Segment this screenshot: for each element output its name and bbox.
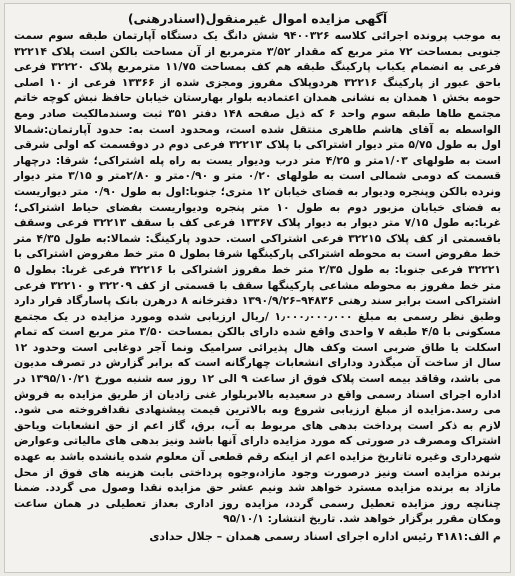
notice-page — [4, 3, 511, 573]
signature-line: م الف:۴۱۸۱ رئیس اداره اجرای اسناد رسمی همدان – جلال حدادی — [149, 530, 501, 543]
notice-body: به موجب پرونده اجرائی کلاسه ۹۴۰۰۳۲۶ شش دانگ یک دستگاه آپارتمان طبقه سوم سمت جنوبی بمساحت ۷۲ متر مربع که مقدار ۳/۵۲ مترمربع از آن مساحت بالکن است پلاک ۳۲۲۱۴ فرعی به انضمام یکباب پارکینگ طبقه هم کف بمساحت ۱۱/۷۵ مترمربع پلاک ۳۲۲۲۰ فرعی باحق عبور از پارکینگ ۳۲۲۱۶ هردوپلاک مفروز ومجزی شده از ۱۳۳۶۶ فرعی از ۱۰ اصلی حومه بخش ۱ همدان به نشانی همدان اعتمادیه بلوار بهارستان خیابان حافظ نبش کوچه خاتم مجتمع طاها طبقه سوم واحد ۶ که ذیل صفحه ۱۴۸ دفتر ۳۵۱ ثبت وسندمالکیت صادر ومع الواسطه به آقای هاشم طاهری منتقل شده است، ومحدود است به: حدود آپارتمان:شمالا اول به طول ۵/۷۵ متر دیوار اشتراکی با پلاک ۳۲۲۱۳ فرعی دوم در دوقسمت که اولی شرقی است به طولهای ۱/۰۳متر و ۴/۲۵ متر درب ودیوار یست به راه پله اشتراکی؛ شرقا: درچهار قسمت که دومی شمالی است به طولهای ۰/۲۰ متر و ۰/۹۰متر و ۲/۸۰متر و ۳/۱۵ متر دیوار ونرده بالکن وپنجره ودیوار به فضای خیابان ۱۲ متری؛ جنوبا:اول به طول ۰/۹۰ متر دیواریست به فضای خیابان مزبور دوم به طول ۱۰ متر پنجره ودیواریست بفضای حیاط اشتراکی؛ غربا:به طول ۷/۱۵ متر دیوار به دیوار پلاک ۱۳۳۶۷ فرعی کف با سقف ۳۲۲۱۳ فرعی وسقف باقسمتی از کف پلاک ۳۲۲۱۵ فرعی اشتراکی است. حدود پارکینگ: شمالا:به طول ۴/۳۵ متر خط مفروض است به محوطه اشتراکی پارکینگها شرقا بطول ۵ متر خط مفروض اشتراکی با ۳۲۲۲۱ فرعی جنوبا: به طول ۲/۳۵ متر خط مفروز اشتراکی با ۳۲۲۱۶ فرعی غربا: بطول ۵ متر خط مفروز به محوطه مشاعی پارکینگها سقف با قسمتی از کف ۳۲۲۰۹ و ۳۲۲۱۰ فرعی اشتراکی است برابر سند رهنی ۹۴۸۳۶–۱۳۹۰/۹/۲۶ دفترخانه ۸ درهرن بانک پاسارگاد قرار دارد وطبق نظر رسمی به مبلغ ۱٫۰۰۰٫۰۰۰٫۰۰۰ /ریال ارزیابی شده ومورد مزایده در یک مجتمع مسکونی با ۴/۵ طبقه ۷ واحدی واقع شده دارای بالکن بمساحت ۳/۵۰ متر مربع است که تمام اسکلت یا طاق ضربی است وکف هال پذیرائی سرامیک ونما آجر دوغابی است وحدود ۱۲ سال از ساخت آن میگذرد ودارای انشعابات چهارگانه است که برابر گزارش در تصرف مدیون می باشد، وقاقد بیمه است پلاک فوق از ساعت ۹ الی ۱۲ روز سه شنبه مورخ ۱۳۹۵/۱۰/۲۱ در اداره اجرای اسناد رسمی واقع در سعیدیه بالابربلوار غنی زادیان از طریق مزایده به فروش می رسد.مزایده از مبلغ ارزیابی شروع وبه بالاترین قیمت پیشنهادی نقدافروخته می شود. لازم به ذکر است پرداخت بدهی های مربوط به آب، برق، گاز اعم از حق انشعابات وياحق اشتراک ومصرف در صورتی که مورد مزایده دارای آنها باشد ونیز بدهی های مالیاتی وعوارض شهرداری وغیره تاتاریخ مزایده اعم از اینکه رقم قطعی آن معلوم شده یانشده باشد به عهده برنده مزایده است ونیز درصورت وجود مازاد،وجوه پرداختی بابت هزینه های فوق از محل مازاد به برنده مزایده مسترد خواهد شد ونیم عشر حق مزایده نقدا وصول می گردد. ضمنا چنانچه روز مزایده تعطیل رسمی گردد، مزایده روز اداری بعداز تعطیلی در همان ساعت ومکان مقرر برگزار خواهد شد. تاریخ انتشار: ۹۵/۱۰/۱ — [14, 29, 502, 526]
notice-signature — [14, 529, 501, 544]
notice-title: آگهی مزایده اموال غیرمنقول(اسنادرهنی) — [127, 11, 388, 26]
